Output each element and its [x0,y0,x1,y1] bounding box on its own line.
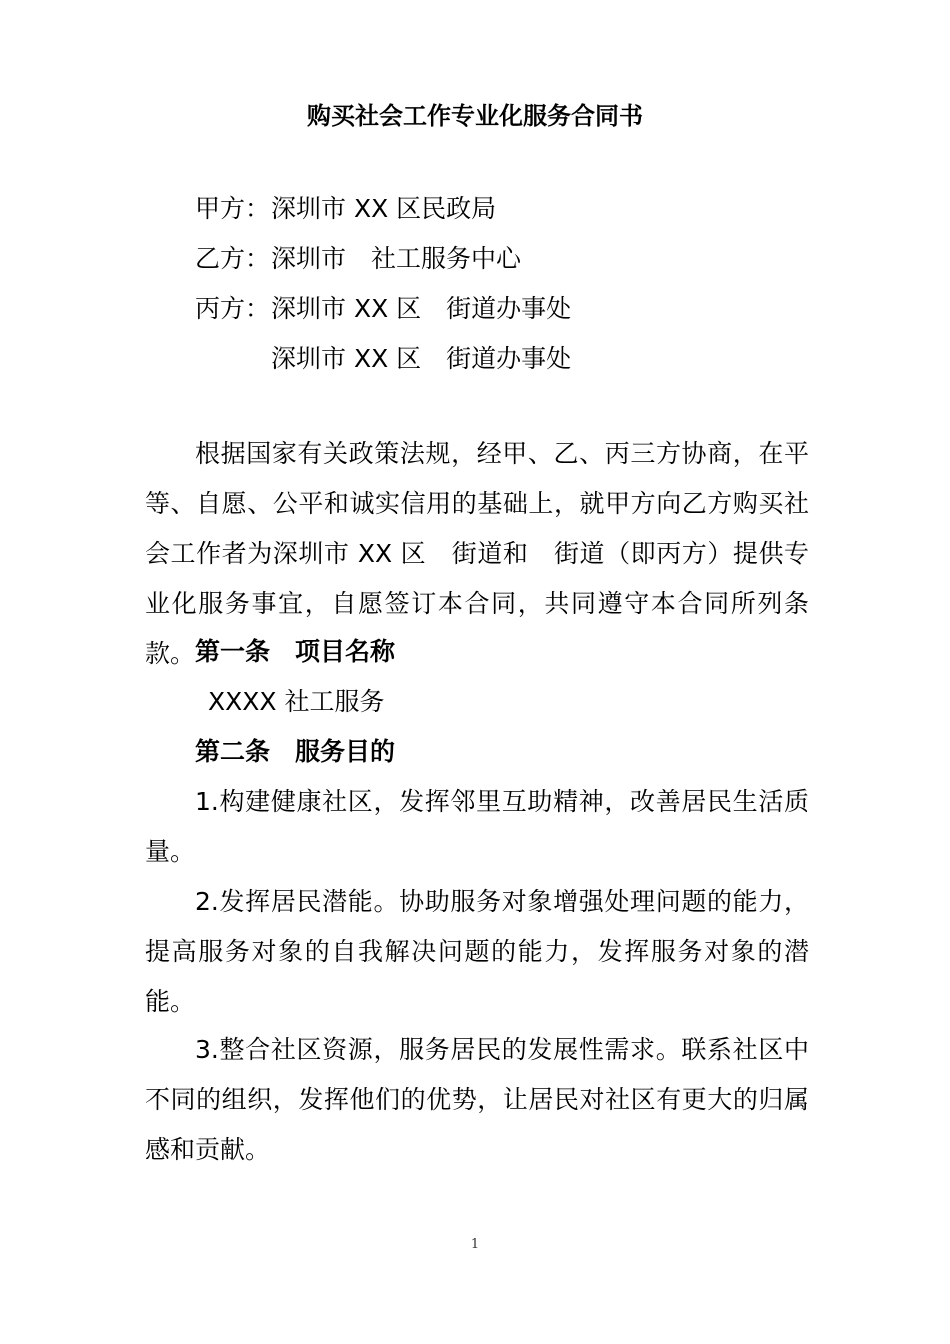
page-number: 1 [470,1237,480,1252]
article-2-item-1: 1.构建健康社区，发挥邻里互助精神，改善居民生活质量。 [145,787,809,866]
document-title: 购买社会工作专业化服务合同书 [307,102,643,130]
party-a-line [195,191,496,227]
party-a-label: 甲方： [195,194,271,223]
party-c-value: 深圳市 XX 区 街道办事处 [271,294,572,323]
party-b-label: 乙方： [195,244,271,273]
party-c-line [195,291,571,327]
party-b-line [195,241,521,277]
intro-paragraph: 根据国家有关政策法规，经甲、乙、丙三方协商，在平等、自愿、公平和诚实信用的基础上，就甲方向乙方购买社会工作者为深圳市 XX 区 街道和 街道（即丙方）提供专业化服务事宜，自愿签订本合同，共同遵守本合同所列条款。 [145,439,809,668]
party-b-value: 深圳市 社工服务中心 [271,244,522,273]
article-1-heading: 第一条 项目名称 [195,637,396,666]
article-2-item-2: 2.发挥居民潜能。协助服务对象增强处理问题的能力，提高服务对象的自我解决问题的能力，发挥服务对象的潜能。 [145,887,809,1016]
party-c-label: 丙方： [195,294,271,323]
article-1-content: XXXX 社工服务 [208,687,385,716]
article-2-heading: 第二条 服务目的 [195,737,396,766]
article-2-item-3: 3.整合社区资源，服务居民的发展性需求。联系社区中不同的组织，发挥他们的优势，让居民对社区有更大的归属感和贡献。 [145,1035,809,1164]
party-a-value: 深圳市 XX 区民政局 [271,194,497,223]
party-c-extra-line: 深圳市 XX 区 街道办事处 [271,344,572,373]
